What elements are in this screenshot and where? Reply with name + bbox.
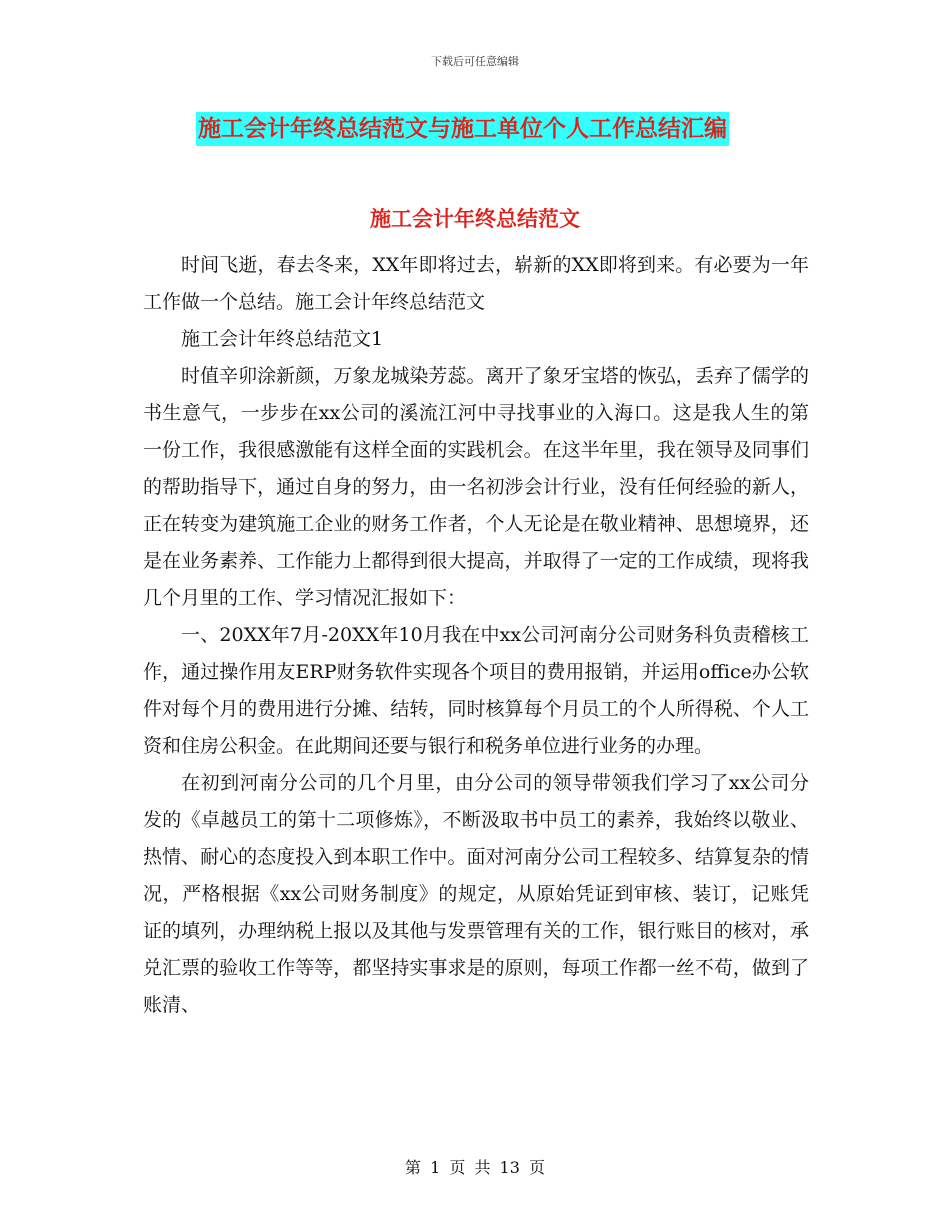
document-body: [143, 247, 809, 1024]
page-number-footer: 第 1 页 共 13 页: [405, 1158, 545, 1177]
body-paragraph: 一、20XX年7月-20XX年10月我在中xx公司河南分公司财务科负责稽核工作，通过操作用友ERP财务软件实现各个项目的费用报销，并运用office办公软件对每个月的费用进行分摊、结转，同时核算每个月员工的个人所得税、个人工资和住房公积金。在此期间还要与银行和税务单位进行业务的办理。: [143, 624, 809, 757]
body-paragraph: 时值辛卯涂新颜，万象龙城染芳蕊。离开了象牙宝塔的恢弘，丢弃了儒学的书生意气，一步步在xx公司的溪流江河中寻找事业的入海口。这是我人生的第一份工作，我很感激能有这样全面的实践机会。在这半年里，我在领导及同事们的帮助指导下，通过自身的努力，由一名初涉会计行业，没有任何经验的新人，正在转变为建筑施工企业的财务工作者，个人无论是在敬业精神、思想境界，还是在业务素养、工作能力上都得到很大提高，并取得了一定的工作成绩，现将我几个月里的工作、学习情况汇报如下：: [143, 365, 809, 609]
header-note: 下载后可任意编辑: [431, 55, 519, 68]
body-paragraph: 施工会计年终总结范文1: [181, 328, 384, 350]
body-paragraph: 时间飞逝，春去冬来，XX年即将过去，崭新的XX即将到来。有必要为一年工作做一个总结。施工会计年终总结范文: [143, 254, 809, 313]
body-paragraph: 在初到河南分公司的几个月里，由分公司的领导带领我们学习了xx公司分发的《卓越员工的第十二项修炼》，不断汲取书中员工的素养，我始终以敬业、热情、耐心的态度投入到本职工作中。面对河南分公司工程较多、结算复杂的情况，严格根据《xx公司财务制度》的规定，从原始凭证到审核、装订，记账凭证的填列，办理纳税上报以及其他与发票管理有关的工作，银行账目的核对，承兑汇票的验收工作等等，都坚持实事求是的原则，每项工作都一丝不苟，做到了账清、: [143, 772, 809, 1016]
document-main-title: 施工会计年终总结范文与施工单位个人工作总结汇编: [196, 112, 729, 146]
document-section-title: 施工会计年终总结范文: [370, 207, 580, 231]
